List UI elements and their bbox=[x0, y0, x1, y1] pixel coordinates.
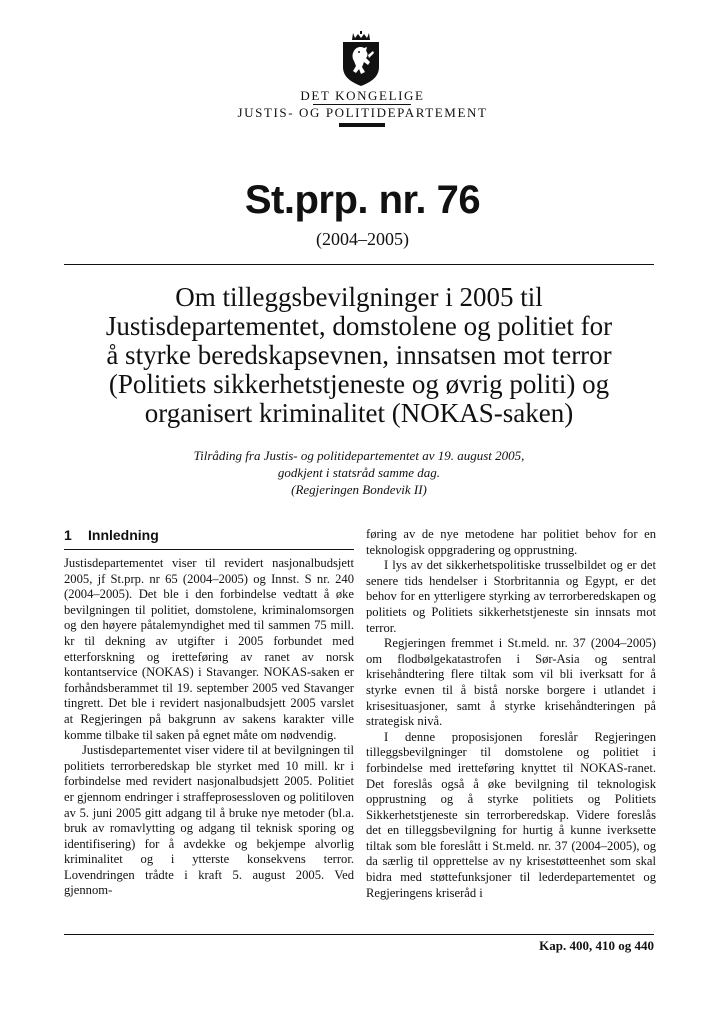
paragraph: I lys av det sikkerhetspolitiske trusselbildet og er det senere tids hendelser i Storbritannia og Egypt, er det behov for en ytterligere styrking av terrorberedskapen og politiets og Politiets sikkerhetstjeneste sin innsats mot terror. bbox=[366, 558, 656, 635]
recommendation-note bbox=[64, 447, 654, 498]
footer-chapter-reference: Kap. 400, 410 og 440 bbox=[539, 938, 654, 953]
paragraph: Justisdepartementet viser videre til at bevilgningen til politiets terrorberedskap ble styrket med 10 mill. kr i forbindelse med revidert nasjonalbudsjett 2005. Politiet er gjennom endringer i straffeprosessloven og politiloven av 5. juni 2005 gitt adgang til å bruke nye metoder (bl.a. bruk av romavlytting og adgang til teknisk sporing og identifisering) for å avdekke og bekjempe alvorlig kriminalitet og i ytterste konsekvens terror. Lovendringen trådte i kraft 5. august 2005. Ved gjennom- bbox=[64, 743, 354, 898]
document-title bbox=[64, 283, 654, 428]
coat-of-arms-logo bbox=[337, 31, 385, 87]
section-heading bbox=[64, 527, 354, 543]
paragraph: Justisdepartementet viser til revidert nasjonalbudsjett 2005, jf St.prp. nr 65 (2004–2005) og Innst. S nr. 240 (2004–2005). Det ble i den forbindelse vedtatt å øke bevilgningen til politiet, domstolene, kriminalomsorgen og den høyere påtalemyndighet med til sammen 75 mill. kr til dekning av utgifter i 2005 forbundet med etterforskning og iretteføring av ranet av norsk kontantservice (NOKAS) i Stavanger. NOKAS-saken er forhåndsberammet til 19. september 2005 ved Stavanger tingrett. Det ble i revidert nasjonalbudsjett 2005 varslet at Regjeringen på bakgrunn av sakens karakter ville komme tilbake til saken på egnet måte om nødvendig. bbox=[64, 556, 354, 742]
recommendation-line: godkjent i statsråd samme dag. bbox=[277, 465, 441, 480]
title-line: (Politiets sikkerhetstjeneste og øvrig politi) og bbox=[108, 369, 610, 399]
title-line: Justisdepartementet, domstolene og politiet for bbox=[105, 311, 613, 341]
department-name-line1: DET KONGELIGE bbox=[300, 88, 425, 103]
title-line: organisert kriminalitet (NOKAS-saken) bbox=[144, 398, 574, 428]
document-session-year: (2004–2005) bbox=[316, 229, 409, 249]
header-bar bbox=[339, 123, 385, 127]
left-column bbox=[64, 527, 354, 899]
paragraph: Regjeringen fremmet i St.meld. nr. 37 (2004–2005) om flodbølgekatastrofen i Sør-Asia og sentral krisehåndtering flere tiltak som vil bli iverksatt for å styrke evnen til å bistå norske borgere i utlandet i krisesituasjoner, samt å styrke krisehåndteringen på strategisk nivå. bbox=[366, 636, 656, 729]
footer-divider bbox=[64, 934, 654, 935]
title-divider bbox=[64, 264, 654, 265]
department-name-line2: JUSTIS- OG POLITIDEPARTEMENT bbox=[237, 105, 488, 120]
paragraph: føring av de nye metodene har politiet behov for en teknologisk oppgradering og opprustning. bbox=[366, 527, 656, 557]
paragraph: I denne proposisjonen foreslår Regjeringen tilleggsbevilgninger til domstolene og politiet i forbindelse med iretteføring knyttet til NOKAS-ranet. Det foreslås også å øke bevilgning til teknologisk opprustning og å styrke politiets og Politiets Sikkerhetstjeneste sin terrorberedskap. Videre foreslås det en tilleggsbevilgning for hurtig å kunne iverksette tiltak som ble foreslått i St.meld. nr. 37 (2004–2005), og da særlig til opprettelse av ny krisestøtteenhet som skal bidra med støttefunksjoner til lederdepartementet og Regjeringens kriseråd i bbox=[366, 729, 656, 900]
section-title: Innledning bbox=[88, 527, 159, 543]
title-line: å styrke beredskapsevnen, innsatsen mot terror bbox=[106, 340, 612, 370]
recommendation-line: Tilråding fra Justis- og politidepartementet av 19. august 2005, bbox=[193, 448, 525, 463]
right-column bbox=[366, 527, 656, 901]
section-divider bbox=[64, 549, 354, 550]
section-number: 1 bbox=[64, 527, 72, 543]
recommendation-line: (Regjeringen Bondevik II) bbox=[291, 482, 427, 497]
title-line: Om tilleggsbevilgninger i 2005 til bbox=[175, 282, 543, 312]
document-number: St.prp. nr. 76 bbox=[244, 178, 481, 222]
